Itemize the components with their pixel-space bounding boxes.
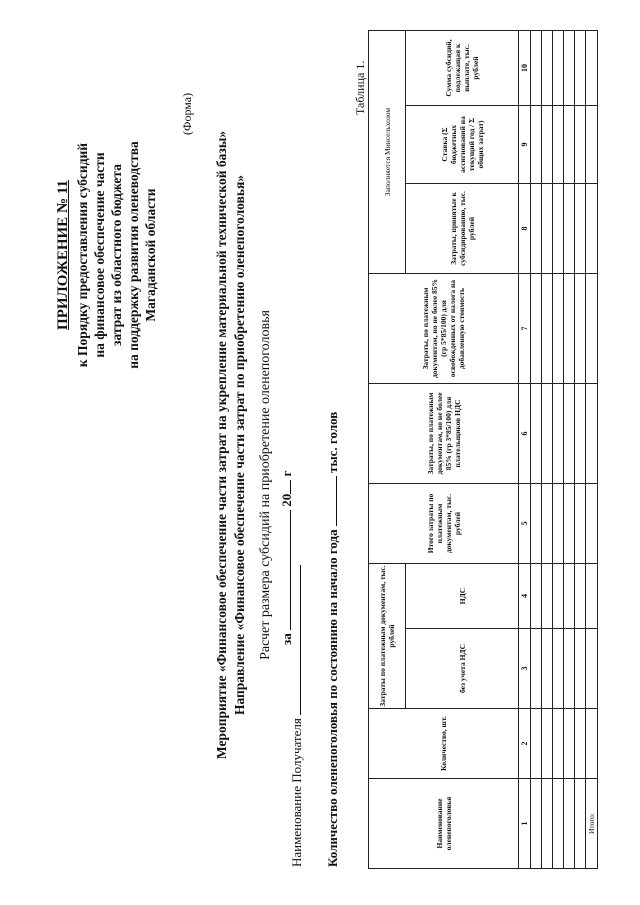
title-line-1: Мероприятие «Финансовое обеспечение части затрат на укрепление материальной технической базы» bbox=[214, 130, 229, 760]
column-number-row bbox=[519, 31, 531, 869]
period-za: за bbox=[279, 633, 294, 645]
table-row bbox=[575, 31, 586, 869]
column-number: 9 bbox=[519, 106, 531, 184]
col-without-vat-header: без учета НДС bbox=[406, 629, 519, 709]
total-row bbox=[586, 31, 598, 869]
table-row bbox=[564, 31, 575, 869]
header-line: на финансовое обеспечение части bbox=[92, 152, 107, 358]
col-accepted-header: Затраты, принятые к субсидированию, тыс. рублей bbox=[406, 184, 519, 274]
calculation-heading: Расчет размера субсидий на приобретение оленепоголовья bbox=[258, 310, 273, 660]
column-number: 1 bbox=[519, 779, 531, 869]
column-number: 8 bbox=[519, 184, 531, 274]
column-number: 6 bbox=[519, 384, 531, 484]
table-number: Таблица 1. bbox=[353, 60, 367, 115]
column-number: 2 bbox=[519, 709, 531, 779]
herd-count-line bbox=[324, 412, 341, 867]
appendix-title: ПРИЛОЖЕНИЕ № 11 bbox=[55, 180, 71, 330]
column-number: 5 bbox=[519, 484, 531, 564]
recipient-label: Наименование Получателя bbox=[289, 718, 304, 867]
header-line: Магаданской области bbox=[143, 188, 158, 322]
year-suffix: г bbox=[279, 470, 294, 477]
recipient-blank bbox=[288, 565, 301, 715]
col-quantity-header: Количество, шт. bbox=[369, 709, 519, 779]
column-number: 7 bbox=[519, 274, 531, 384]
column-number: 10 bbox=[519, 31, 531, 106]
year-prefix: 20 bbox=[279, 493, 294, 507]
title-line-2: Направление «Финансовое обеспечение части затрат по приобретению оленепоголовья» bbox=[232, 174, 247, 716]
recipient-line bbox=[288, 565, 305, 867]
header-row-1 bbox=[369, 31, 406, 869]
form-label: (Форма) bbox=[180, 92, 194, 135]
col-exempt-header: Затраты, по платежным документам, но не более 85% (гр 5*85/100) для освобожденных от налога на добавленную стоимость bbox=[369, 274, 519, 384]
col-total-header: Итого затраты по платежным документам, тыс. рублей bbox=[369, 484, 519, 564]
header-line: на поддержку развития оленеводства bbox=[126, 141, 141, 369]
subsidy-table bbox=[368, 30, 598, 869]
document-title bbox=[213, 45, 249, 845]
table-row bbox=[553, 31, 564, 869]
table-row bbox=[531, 31, 542, 869]
appendix-header bbox=[55, 45, 159, 465]
col-ministry-group-header: Заполняется Минсельхозом bbox=[369, 31, 406, 274]
table-row bbox=[542, 31, 553, 869]
header-line: к Порядку предоставления субсидий bbox=[75, 142, 90, 368]
column-number: 4 bbox=[519, 564, 531, 629]
col-vat-header: НДС bbox=[406, 564, 519, 629]
total-label: Итого: bbox=[586, 779, 598, 869]
col-name-header: Наименование оленепоголовья bbox=[369, 779, 519, 869]
herd-count-label: Количество оленепоголовья по состоянию на начало года bbox=[325, 529, 340, 867]
herd-count-blank bbox=[324, 476, 337, 526]
herd-count-unit: тыс. голов bbox=[325, 411, 340, 473]
col-sum-header: Сумма субсидий, подлежащая к выплате, тыс. рублей bbox=[406, 31, 519, 106]
col-rate-header: Ставка (Σ бюджетных ассигнований на текущий год / Σ общих затрат) bbox=[406, 106, 519, 184]
col-costs-group-header: Затраты по платежным документам, тыс. рублей bbox=[369, 564, 406, 709]
header-line: затрат из областного бюджета bbox=[109, 164, 124, 346]
col-vat-payers-header: Затраты, по платежным документам, но не более 85% (гр 3*85/100) для плательщиков НДС bbox=[369, 384, 519, 484]
column-number: 3 bbox=[519, 629, 531, 709]
year-blank bbox=[278, 480, 291, 494]
